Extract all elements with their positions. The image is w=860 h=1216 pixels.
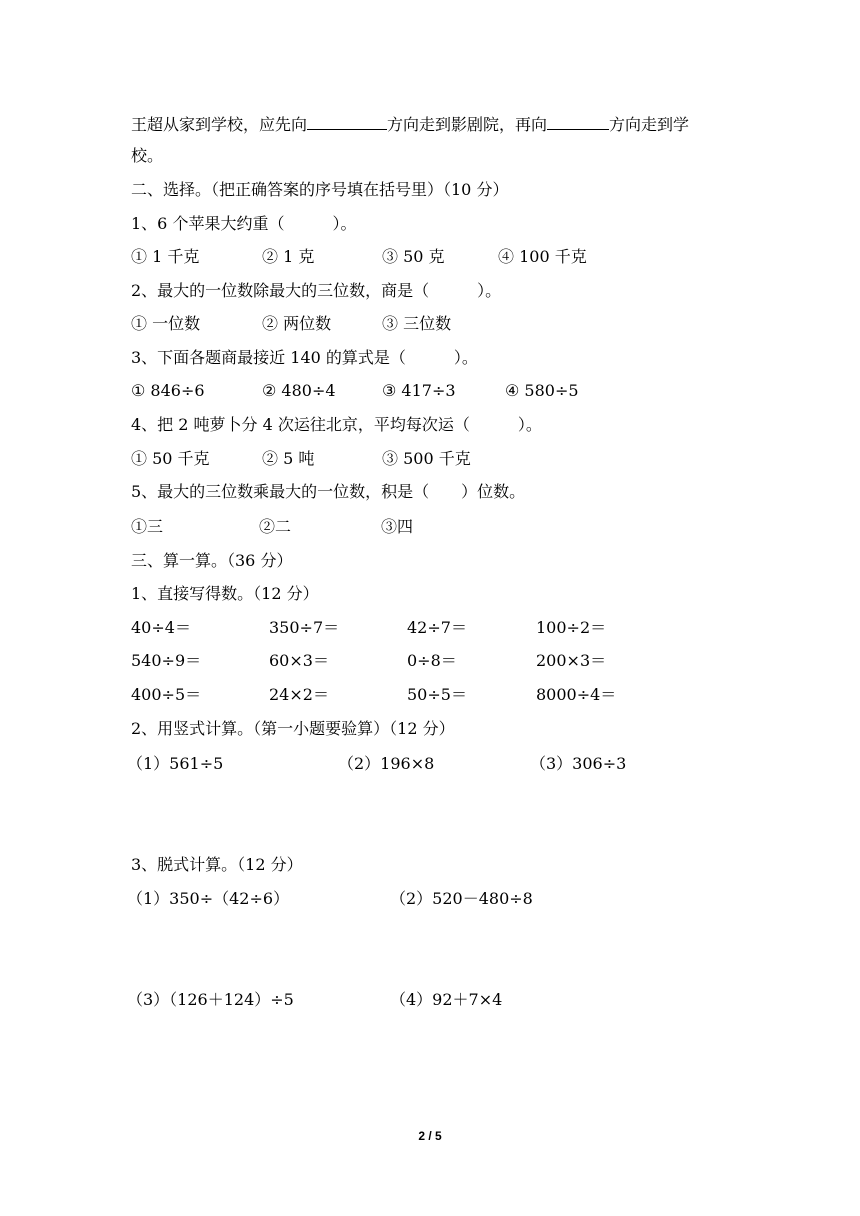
direction-text-1: 王超从家到学校，应先向 — [131, 115, 308, 134]
q4-option-1: ① 50 千克 — [131, 449, 210, 468]
stepwise-item-4: （4）92＋7×4 — [390, 990, 503, 1009]
direction-text-3: 方向走到学 — [609, 115, 690, 134]
answer-blank-2[interactable] — [547, 113, 609, 130]
oral-item: 350÷7＝ — [269, 618, 340, 637]
stepwise-item-3: （3）（126＋124）÷5 — [127, 990, 294, 1009]
q4-option-3: ③ 500 千克 — [382, 449, 471, 468]
q3-option-3: ③ 417÷3 — [382, 381, 456, 400]
q4-option-2: ② 5 吨 — [262, 449, 315, 468]
oral-item: 8000÷4＝ — [536, 685, 617, 704]
section-3-title: 三、算一算。（36 分） — [131, 551, 293, 570]
question-1-stem: 1、6 个苹果大约重（ ）。 — [131, 214, 357, 233]
q1-option-3: ③ 50 克 — [382, 247, 445, 266]
question-4-stem: 4、把 2 吨萝卜分 4 次运往北京，平均每次运（ ）。 — [131, 415, 542, 434]
q3-option-1: ① 846÷6 — [131, 381, 205, 400]
oral-item: 540÷9＝ — [131, 651, 202, 670]
oral-item: 60×3＝ — [269, 651, 329, 670]
question-3-stem: 3、下面各题商最接近 140 的算式是（ ）。 — [131, 348, 478, 367]
vertical-item-2: （2）196×8 — [338, 754, 435, 773]
vertical-calc-title: 2、用竖式计算。（第一小题要验算）（12 分） — [131, 719, 455, 738]
stepwise-item-1: （1）350÷（42÷6） — [127, 889, 290, 908]
q2-option-1: ① 一位数 — [131, 314, 201, 333]
oral-calc-title: 1、直接写得数。（12 分） — [131, 584, 319, 603]
question-2-stem: 2、最大的一位数除最大的三位数，商是（ ）。 — [131, 281, 502, 300]
answer-blank-1[interactable] — [307, 113, 387, 130]
q3-option-4: ④ 580÷5 — [505, 381, 579, 400]
stepwise-calc-title: 3、脱式计算。（12 分） — [131, 855, 303, 874]
page-number: 2 / 5 — [418, 1129, 442, 1143]
q5-option-3: ③四 — [381, 517, 414, 536]
oral-item: 42÷7＝ — [407, 618, 467, 637]
direction-question-continued: 校。 — [131, 146, 164, 165]
vertical-item-3: （3）306÷3 — [530, 754, 627, 773]
q2-option-3: ③ 三位数 — [382, 314, 452, 333]
q3-option-2: ② 480÷4 — [262, 381, 336, 400]
oral-item: 400÷5＝ — [131, 685, 202, 704]
q1-option-2: ② 1 克 — [262, 247, 315, 266]
section-2-title: 二、选择。（把正确答案的序号填在括号里）（10 分） — [131, 180, 509, 199]
q1-option-1: ① 1 千克 — [131, 247, 200, 266]
q2-option-2: ② 两位数 — [262, 314, 332, 333]
stepwise-item-2: （2）520－480÷8 — [390, 889, 533, 908]
direction-text-2: 方向走到影剧院，再向 — [387, 115, 548, 134]
oral-item: 40÷4＝ — [131, 618, 191, 637]
direction-question — [131, 113, 689, 135]
oral-item: 0÷8＝ — [407, 651, 457, 670]
vertical-item-1: （1）561÷5 — [127, 754, 224, 773]
oral-item: 50÷5＝ — [407, 685, 467, 704]
question-5-stem: 5、最大的三位数乘最大的一位数，积是（ ）位数。 — [131, 482, 526, 501]
oral-item: 200×3＝ — [536, 651, 607, 670]
oral-item: 24×2＝ — [269, 685, 329, 704]
q5-option-1: ①三 — [131, 517, 164, 536]
q5-option-2: ②二 — [259, 517, 292, 536]
oral-item: 100÷2＝ — [536, 618, 607, 637]
q1-option-4: ④ 100 千克 — [498, 247, 587, 266]
